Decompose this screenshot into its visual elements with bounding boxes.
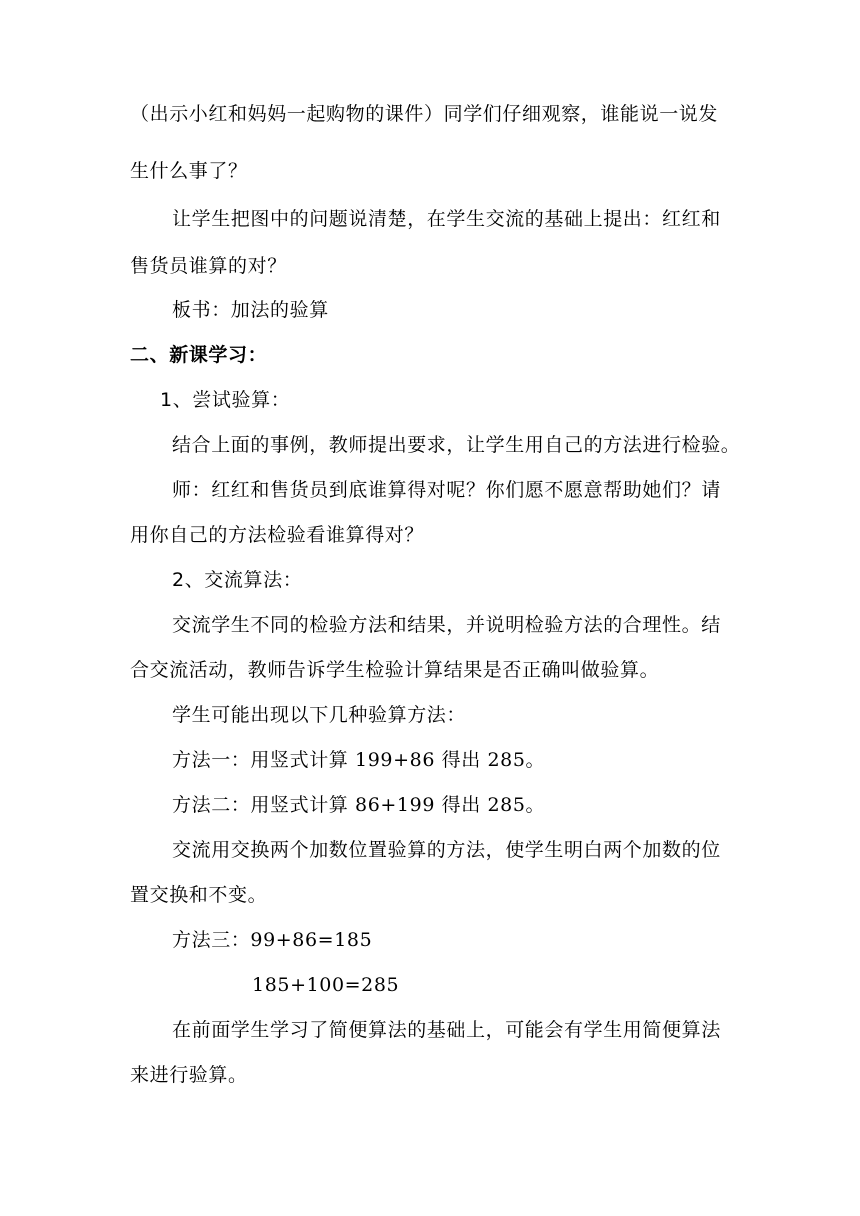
paragraph-4-line-2: 用你自己的方法检验看谁算得对？ [130, 524, 425, 546]
paragraph-2-line-1: 让学生把图中的问题说清楚，在学生交流的基础上提出：红红和 [172, 208, 721, 230]
method-1: 方法一：用竖式计算 199+86 得出 285。 [172, 749, 546, 771]
paragraph-6: 学生可能出现以下几种验算方法： [172, 704, 467, 726]
paragraph-7-line-1: 交流用交换两个加数位置验算的方法，使学生明白两个加数的位 [172, 839, 721, 861]
method-3-line-2: 185+100=285 [252, 974, 400, 996]
section-heading: 二、新课学习： [130, 344, 268, 366]
paragraph-3: 结合上面的事例，教师提出要求，让学生用自己的方法进行检验。 [172, 434, 741, 456]
paragraph-8-line-1: 在前面学生学习了简便算法的基础上，可能会有学生用简便算法 [172, 1019, 721, 1041]
paragraph-5-line-1: 交流学生不同的检验方法和结果，并说明检验方法的合理性。结 [172, 614, 721, 636]
board-note: 板书：加法的验算 [172, 299, 329, 321]
paragraph-5-line-2: 合交流活动，教师告诉学生检验计算结果是否正确叫做验算。 [130, 659, 660, 681]
paragraph-2-line-2: 售货员谁算的对？ [130, 255, 287, 277]
intro-line-2: 生什么事了？ [130, 160, 248, 182]
method-2: 方法二：用竖式计算 86+199 得出 285。 [172, 794, 546, 816]
subheading-2: 2、交流算法： [172, 569, 303, 591]
paragraph-8-line-2: 来进行验算。 [130, 1064, 248, 1086]
subheading-1: 1、尝试验算： [160, 389, 291, 411]
paragraph-4-line-1: 师：红红和售货员到底谁算得对呢？你们愿不愿意帮助她们？请 [172, 479, 721, 501]
method-3-line-1: 方法三：99+86=185 [172, 929, 373, 951]
intro-line-1: （出示小红和妈妈一起购物的课件）同学们仔细观察，谁能说一说发 [130, 103, 719, 125]
paragraph-7-line-2: 置交换和不变。 [130, 884, 268, 906]
